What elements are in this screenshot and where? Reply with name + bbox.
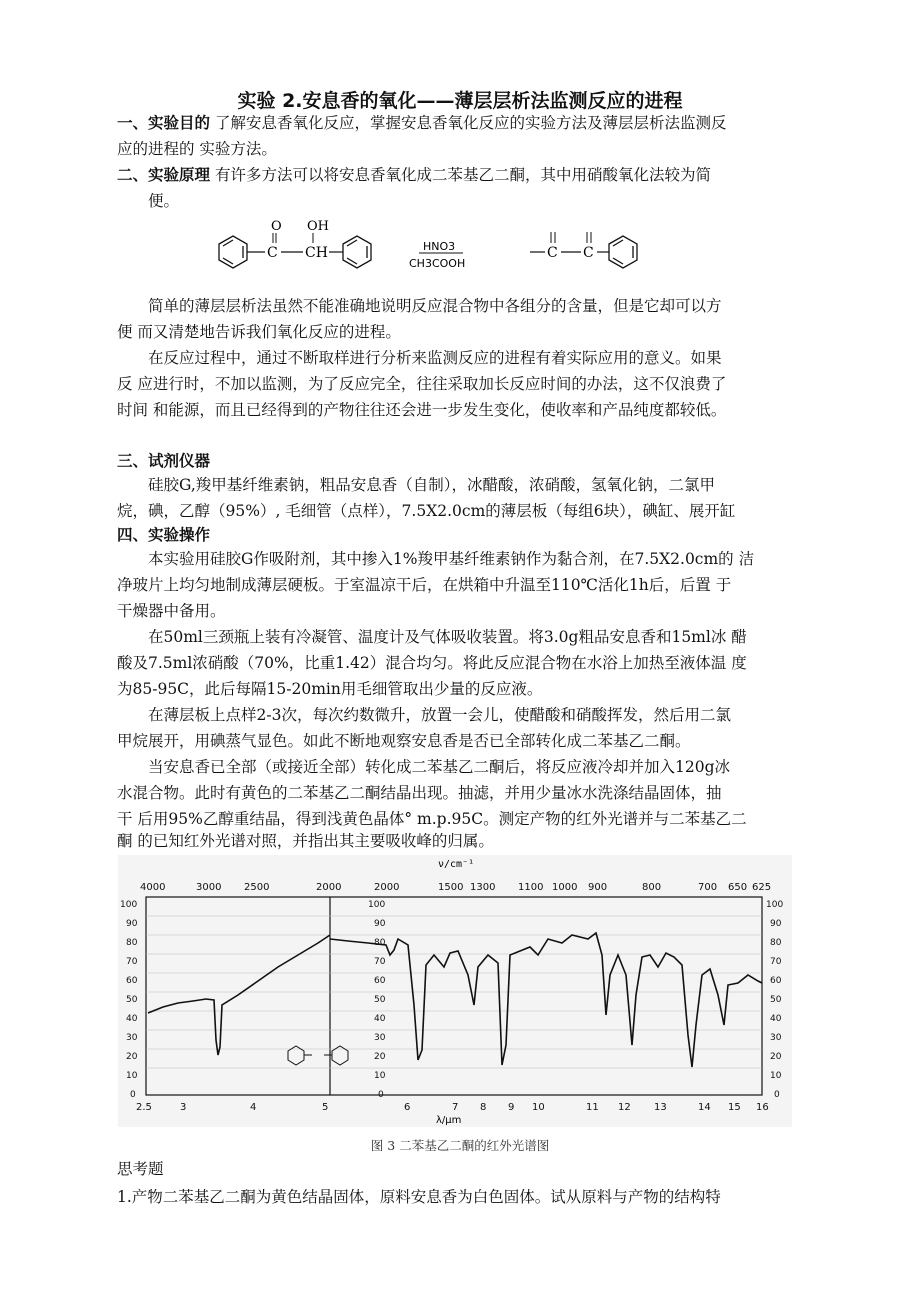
wn-tick-2500: 2500 — [244, 882, 270, 893]
wl-tick-5: 5 — [322, 1102, 329, 1113]
product-carbonyl-c-2: C — [583, 245, 594, 261]
wn-tick-700: 700 — [698, 882, 718, 893]
r-tick-40: 40 — [770, 1014, 782, 1024]
principle-para2-line-1: 在反应过程中，通过不断取样进行分析来监测反应的进程有着实际应用的意义。如果 — [148, 349, 722, 367]
principle-para1-line-1: 简单的薄层层析法虽然不能准确地说明反应混合物中各组分的含量，但是它却可以方 — [148, 297, 722, 315]
wn-tick-650: 650 — [728, 882, 748, 893]
t-tick-100: 100 — [120, 900, 138, 910]
reagents-line-1: 硅胶G,羧甲基纤维素钠，粗品安息香（自制），冰醋酸，浓硝酸，氢氧化钠，二氯甲 — [148, 476, 716, 494]
r-tick-0: 0 — [774, 1090, 780, 1100]
t-tick-90: 90 — [126, 919, 138, 929]
r-tick-90: 90 — [770, 919, 782, 929]
purpose-heading: 一、实验目的 — [117, 114, 211, 132]
reactant-oxygen: O — [271, 219, 282, 234]
principle-para2-line-3: 时间 和能源，而且已经得到的产物往往还会进一步发生变化，使收率和产品纯度都较低。 — [117, 401, 727, 419]
wl-tick-6: 6 — [404, 1102, 411, 1113]
t-tick-50: 50 — [126, 995, 138, 1005]
t-tick-0: 0 — [130, 1090, 136, 1100]
m-tick-20: 20 — [374, 1052, 386, 1062]
wl-tick-11: 11 — [586, 1102, 599, 1113]
t-tick-30: 30 — [126, 1033, 138, 1043]
wn-tick-1100: 1100 — [518, 882, 544, 893]
procedure-p2-line-3: 为85-95C，此后每隔15-20min用毛细管取出少量的反应液。 — [117, 680, 543, 698]
wavelength-unit: λ/μm — [436, 1115, 462, 1126]
procedure-p4-line-4: 酮 的已知红外光谱对照，并指出其主要吸收峰的归属。 — [117, 832, 494, 850]
product-benzene-ring — [609, 236, 637, 268]
wl-tick-2.5: 2.5 — [136, 1102, 152, 1113]
wn-tick-1500: 1500 — [438, 882, 464, 893]
m-tick-100: 100 — [368, 900, 386, 910]
reagents-heading: 三、试剂仪器 — [117, 452, 211, 470]
wl-tick-3: 3 — [180, 1102, 187, 1113]
principle-para2-line-2: 反 应进行时，不加以监测，为了反应完全，往往采取加长反应时间的办法，这不仅浪费了 — [117, 375, 727, 393]
reagents-line-2: 烷，碘，乙醇（95%）, 毛细管（点样），7.5X2.0cm的薄层板（每组6块），碘缸、展开缸 — [117, 502, 736, 520]
purpose-text-2: 应的进程的 实验方法。 — [117, 140, 277, 158]
wl-tick-12: 12 — [618, 1102, 631, 1113]
question-1: 1.产物二苯基乙二酮为黄色结晶固体，原料安息香为白色固体。试从原料与产物的结构特 — [117, 1188, 721, 1206]
r-tick-80: 80 — [770, 938, 782, 948]
reagent-nitric-acid: HNO3 — [423, 240, 456, 253]
principle-heading: 二、实验原理 — [117, 166, 211, 184]
procedure-p2-line-1: 在50ml三颈瓶上装有冷凝管、温度计及气体吸收装置。将3.0g粗品安息香和15ml冰 醋 — [148, 628, 747, 646]
figure-caption: 图 3 二苯基乙二酮的红外光谱图 — [370, 1138, 550, 1153]
procedure-p1-line-2: 净玻片上均匀地制成薄层硬板。于室温凉干后，在烘箱中升温至110℃活化1h后，后置 于 — [117, 576, 732, 594]
r-tick-30: 30 — [770, 1033, 782, 1043]
wl-tick-9: 9 — [508, 1102, 515, 1113]
t-tick-60: 60 — [126, 976, 138, 986]
m-tick-90: 90 — [374, 919, 386, 929]
wl-tick-16: 16 — [756, 1102, 769, 1113]
wn-tick-4000: 4000 — [140, 882, 166, 893]
m-tick-50: 50 — [374, 995, 386, 1005]
m-tick-40: 40 — [374, 1014, 386, 1024]
t-tick-70: 70 — [126, 957, 138, 967]
r-tick-50: 50 — [770, 995, 782, 1005]
wn-tick-625: 625 — [752, 882, 772, 893]
product-carbonyl-c-1: C — [547, 245, 558, 261]
reactant-benzene-ring-1 — [219, 236, 247, 268]
principle-text-1: 有许多方法可以将安息香氧化成二苯基乙二酮，其中用硝酸氧化法较为简 — [210, 166, 711, 184]
wavenumber-unit: ν/cm⁻¹ — [438, 859, 475, 870]
wn-tick-2000-left: 2000 — [316, 882, 342, 893]
r-tick-70: 70 — [770, 957, 782, 967]
questions-heading: 思考题 — [117, 1160, 164, 1178]
m-tick-60: 60 — [374, 976, 386, 986]
m-tick-70: 70 — [374, 957, 386, 967]
wn-tick-1300: 1300 — [470, 882, 496, 893]
wn-tick-900: 900 — [588, 882, 608, 893]
t-tick-40: 40 — [126, 1014, 138, 1024]
procedure-p3-line-1: 在薄层板上点样2-3次，每次约数微升，放置一会儿，使醋酸和硝酸挥发，然后用二氯 — [148, 706, 731, 724]
t-tick-80: 80 — [126, 938, 138, 948]
purpose-text-1: 了解安息香氧化反应，掌握安息香氧化反应的实验方法及薄层层析法监测反 — [210, 114, 727, 132]
m-tick-80: 80 — [374, 938, 386, 948]
r-tick-60: 60 — [770, 976, 782, 986]
procedure-p4-line-2: 水混合物。此时有黄色的二苯基乙二酮结晶出现。抽滤，并用少量冰水洗涤结晶固体，抽 — [117, 784, 722, 802]
m-tick-0: 0 — [378, 1090, 384, 1100]
r-tick-10: 10 — [770, 1071, 782, 1081]
ir-spectrum-figure — [118, 855, 792, 1127]
principle-para1-line-2: 便 而又清楚地告诉我们氧化反应的进程。 — [117, 323, 401, 341]
wl-tick-14: 14 — [698, 1102, 711, 1113]
wn-tick-3000: 3000 — [196, 882, 222, 893]
wn-tick-800: 800 — [642, 882, 662, 893]
reaction-scheme — [205, 210, 685, 290]
m-tick-10: 10 — [374, 1071, 386, 1081]
principle-text-2: 便。 — [148, 192, 180, 210]
reactant-carbonyl-c: C — [267, 245, 278, 261]
wn-tick-1000: 1000 — [552, 882, 578, 893]
wl-tick-4: 4 — [250, 1102, 257, 1113]
t-tick-10: 10 — [126, 1071, 138, 1081]
t-tick-20: 20 — [126, 1052, 138, 1062]
page-title: 实验 2.安息香的氧化——薄层层析法监测反应的进程 — [237, 90, 683, 112]
reactant-ch: CH — [305, 245, 328, 261]
m-tick-30: 30 — [374, 1033, 386, 1043]
wl-tick-10: 10 — [532, 1102, 545, 1113]
procedure-p2-line-2: 酸及7.5ml浓硝酸（70%，比重1.42）混合均匀。将此反应混合物在水浴上加热至液体温 度 — [117, 654, 747, 672]
procedure-p4-line-1: 当安息香已全部（或接近全部）转化成二苯基乙二酮后，将反应液冷却并加入120g冰 — [148, 758, 731, 776]
purpose-line-1 — [117, 112, 726, 134]
reactant-benzene-ring-2 — [343, 236, 371, 268]
procedure-p1-line-3: 干燥器中备用。 — [117, 602, 226, 620]
procedure-heading: 四、实验操作 — [117, 526, 211, 544]
principle-line-1 — [117, 164, 711, 186]
wn-tick-2000-right: 2000 — [374, 882, 400, 893]
r-tick-100: 100 — [766, 900, 784, 910]
procedure-p3-line-2: 甲烷展开，用碘蒸气显色。如此不断地观察安息香是否已全部转化成二苯基乙二酮。 — [117, 732, 691, 750]
reagent-acetic-acid: CH3COOH — [409, 257, 466, 270]
wl-tick-8: 8 — [480, 1102, 487, 1113]
wl-tick-13: 13 — [654, 1102, 667, 1113]
wl-tick-7: 7 — [452, 1102, 459, 1113]
wl-tick-15: 15 — [728, 1102, 741, 1113]
reactant-hydroxyl: OH — [307, 219, 329, 234]
procedure-p4-line-3: 干 后用95%乙醇重结晶，得到浅黄色晶体° m.p.95C。测定产物的红外光谱并与二苯基乙二 — [117, 810, 747, 828]
procedure-p1-line-1: 本实验用硅胶G作吸附剂，其中掺入1%羧甲基纤维素钠作为黏合剂，在7.5X2.0cm的 洁 — [148, 550, 755, 568]
r-tick-20: 20 — [770, 1052, 782, 1062]
